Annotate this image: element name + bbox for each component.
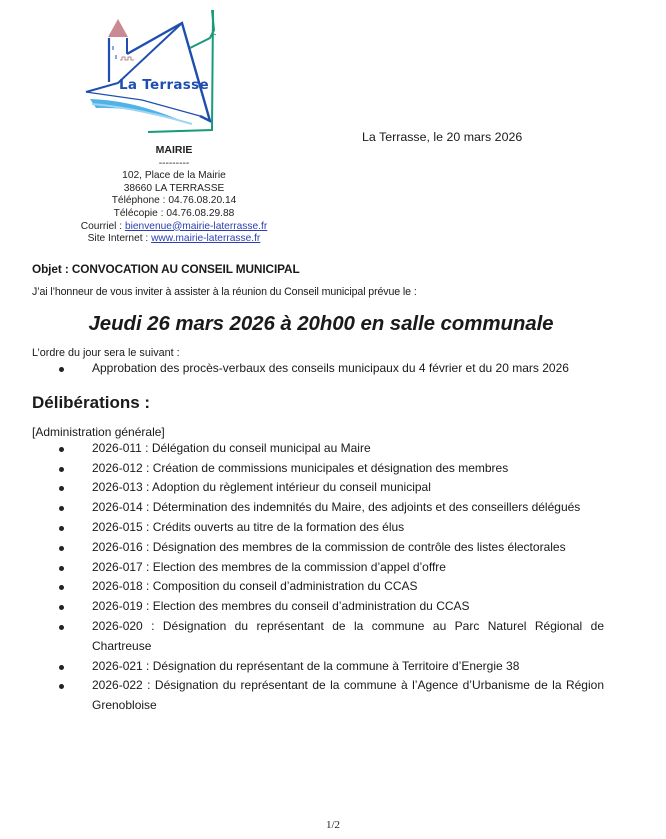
intro-text: J’ai l’honneur de vous inviter à assister à la réunion du Conseil municipal prévue le : xyxy=(32,286,417,298)
address-line-2: 38660 LA TERRASSE xyxy=(123,182,225,194)
list-item-text: 2026-022 : Désignation du représentant de la commune à l’Agence d’Urbanisme de la Région Grenobloise xyxy=(92,678,604,713)
list-item-text: 2026-017 : Election des membres de la commission d’appel d’offre xyxy=(92,559,446,574)
list-item-text: 2026-012 : Création de commissions municipales et désignation des membres xyxy=(92,460,509,475)
logo-graphic xyxy=(82,4,218,136)
list-item xyxy=(32,518,604,538)
la-terrasse-logo xyxy=(82,4,218,136)
list-item-text: 2026-016 : Désignation des membres de la commission de contrôle des listes électorales xyxy=(92,539,566,554)
list-item-text: 2026-015 : Crédits ouverts au titre de la formation des élus xyxy=(92,519,405,534)
separator: --------- xyxy=(158,157,190,169)
list-item xyxy=(32,617,604,657)
courriel-line xyxy=(64,221,284,234)
list-item xyxy=(32,577,604,597)
list-item-text: 2026-011 : Délégation du conseil municipal au Maire xyxy=(92,440,371,455)
site-link[interactable]: www.mairie-laterrasse.fr xyxy=(151,233,261,245)
deliberations-title: Délibérations : xyxy=(32,392,151,412)
list-item-text: 2026-013 : Adoption du règlement intérieur du conseil municipal xyxy=(92,480,431,495)
ordre-du-jour-intro: L’ordre du jour sera le suivant : xyxy=(32,347,180,359)
telecopie: Télécopie : 04.76.08.29.88 xyxy=(113,207,235,219)
courriel-label: Courriel : xyxy=(80,220,125,232)
site-line xyxy=(64,233,284,246)
list-item xyxy=(32,439,604,459)
telephone: Téléphone : 04.76.08.20.14 xyxy=(111,195,237,207)
list-item xyxy=(32,538,604,558)
list-item-text: 2026-019 : Election des membres du conseil d’administration du CCAS xyxy=(92,599,470,614)
page-number: 1/2 xyxy=(325,819,341,831)
tower-roof-icon xyxy=(108,19,128,37)
date-line: La Terrasse, le 20 mars 2026 xyxy=(362,130,523,144)
list-item xyxy=(32,676,604,716)
deliberations-list xyxy=(32,439,604,716)
list-item-text: 2026-018 : Composition du conseil d’administration du CCAS xyxy=(92,579,418,594)
objet-line: Objet : CONVOCATION AU CONSEIL MUNICIPAL xyxy=(32,262,300,276)
courriel-link[interactable]: bienvenue@mairie-laterrasse.fr xyxy=(124,220,268,232)
list-item xyxy=(32,359,604,379)
list-item-text: 2026-020 : Désignation du représentant de la commune au Parc Naturel Régional de Chartreuse xyxy=(92,618,604,653)
ordre-du-jour-list xyxy=(32,359,604,379)
meeting-headline: Jeudi 26 mars 2026 à 20h00 en salle communale xyxy=(88,312,554,335)
mairie-address-block xyxy=(64,144,284,246)
list-item-text: 2026-014 : Détermination des indemnités du Maire, des adjoints et des conseillers délégués xyxy=(92,500,581,515)
site-label: Site Internet : xyxy=(87,233,152,245)
letter-body xyxy=(32,262,604,716)
address-line-1: 102, Place de la Mairie xyxy=(122,170,226,182)
list-item xyxy=(32,558,604,578)
list-item xyxy=(32,597,604,617)
list-item-text: Approbation des procès-verbaux des conseils municipaux du 4 février et du 20 mars 2026 xyxy=(92,361,569,375)
list-item-text: 2026-021 : Désignation du représentant de la commune à Territoire d’Energie 38 xyxy=(92,658,520,673)
list-item xyxy=(32,498,604,518)
list-item xyxy=(32,459,604,479)
list-item xyxy=(32,657,604,677)
list-item xyxy=(32,478,604,498)
mairie-title: MAIRIE xyxy=(155,144,193,156)
logo-text: La Terrasse xyxy=(119,77,209,93)
section-label: [Administration générale] xyxy=(32,424,165,439)
